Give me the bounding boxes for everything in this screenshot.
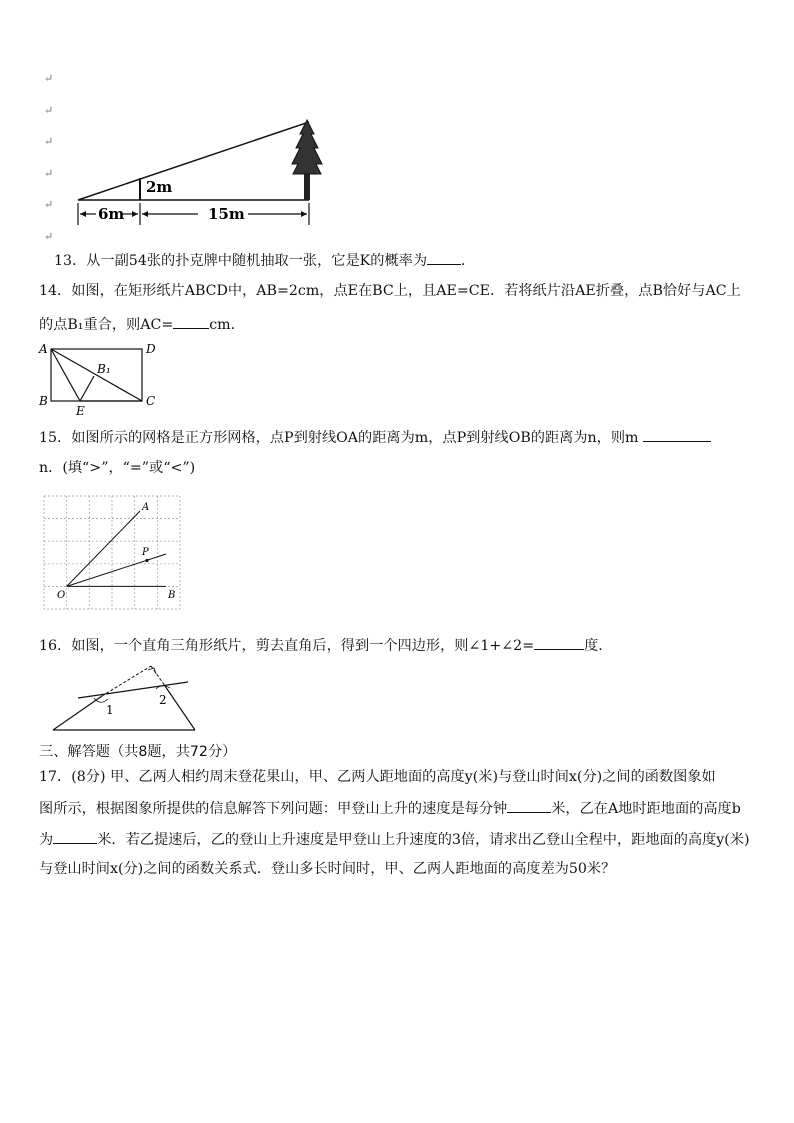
return-mark: ↵ [44,103,54,117]
paragraph-return-marks [44,70,58,259]
svg-text:1: 1 [106,703,114,717]
svg-text:B: B [39,394,48,408]
svg-text:A: A [142,502,150,513]
question-14-line-1: 14．如图，在矩形纸片ABCD中，AB=2cm，点E在BC上，且AE=CE．若将纸片沿AE折叠，点B恰好与AC上 [39,283,741,299]
question-14-line-2: 的点B₁重合，则AC= cm． [39,313,245,335]
point-p [145,559,148,562]
svg-text:E: E [76,404,85,418]
question-17-line-4: 与登山时间x(分)之间的函数关系式．登山多长时间时，甲、乙两人距地面的高度差为50米？ [39,861,616,877]
svg-text:B: B [168,590,176,601]
question-17-line-3: 为 米．若乙提速后，乙的登山上升速度是甲登山上升速度的3倍，请求出乙登山全程中，距地面的高度y(米) [39,828,750,850]
answer-blank [507,797,551,813]
question-13: 13．从一副54张的扑克牌中随机抽取一张，它是K的概率为 ． [54,249,475,271]
question-17-line-1: 17．(8分) 甲、乙两人相约周末登花果山，甲、乙两人距地面的高度y(米)与登山时间x(分)之间的函数图象如 [39,769,716,785]
tree-height-figure [70,110,330,236]
return-mark: ↵ [44,229,54,243]
section-3-title: 三、解答题（共8题，共72分） [39,744,237,760]
return-mark: ↵ [44,135,54,148]
return-mark: ↵ [44,198,54,211]
svg-text:O: O [57,590,66,601]
answer-blank [534,634,584,650]
return-mark: ↵ [44,166,54,180]
svg-text:P: P [142,547,149,558]
return-mark: ↵ [44,72,54,85]
answer-blank [53,828,97,844]
question-15-line-2: n．(填“>”，“=”或“<”) [39,460,196,476]
svg-text:D: D [146,342,156,356]
height-label: 2m [146,178,173,196]
question-17-line-2: 图所示，根据图象所提供的信息解答下列问题：甲登山上升的速度是每分钟 米，乙在A地时距地面的高度b [39,797,741,819]
svg-text:2: 2 [159,693,167,707]
tree-icon [292,120,322,174]
base-label-6m: 6m [98,205,125,223]
question-15-line-1: 15．如图所示的网格是正方形网格，点P到射线OA的距离为m，点P到射线OB的距离为n，则m [39,426,711,448]
answer-blank [427,249,461,265]
base-label-15m: 15m [208,205,245,223]
answer-blank [643,426,711,442]
cut-triangle-figure [40,658,210,736]
svg-text:A: A [39,342,48,356]
svg-text:B₁: B₁ [97,362,111,376]
answer-blank [173,313,209,329]
rectangle-fold-figure [36,338,166,418]
svg-text:C: C [146,394,156,408]
question-16: 16．如图，一个直角三角形纸片，剪去直角后，得到一个四边形，则∠1+∠2= 度． [39,634,613,656]
grid-rays-figure [36,488,186,613]
